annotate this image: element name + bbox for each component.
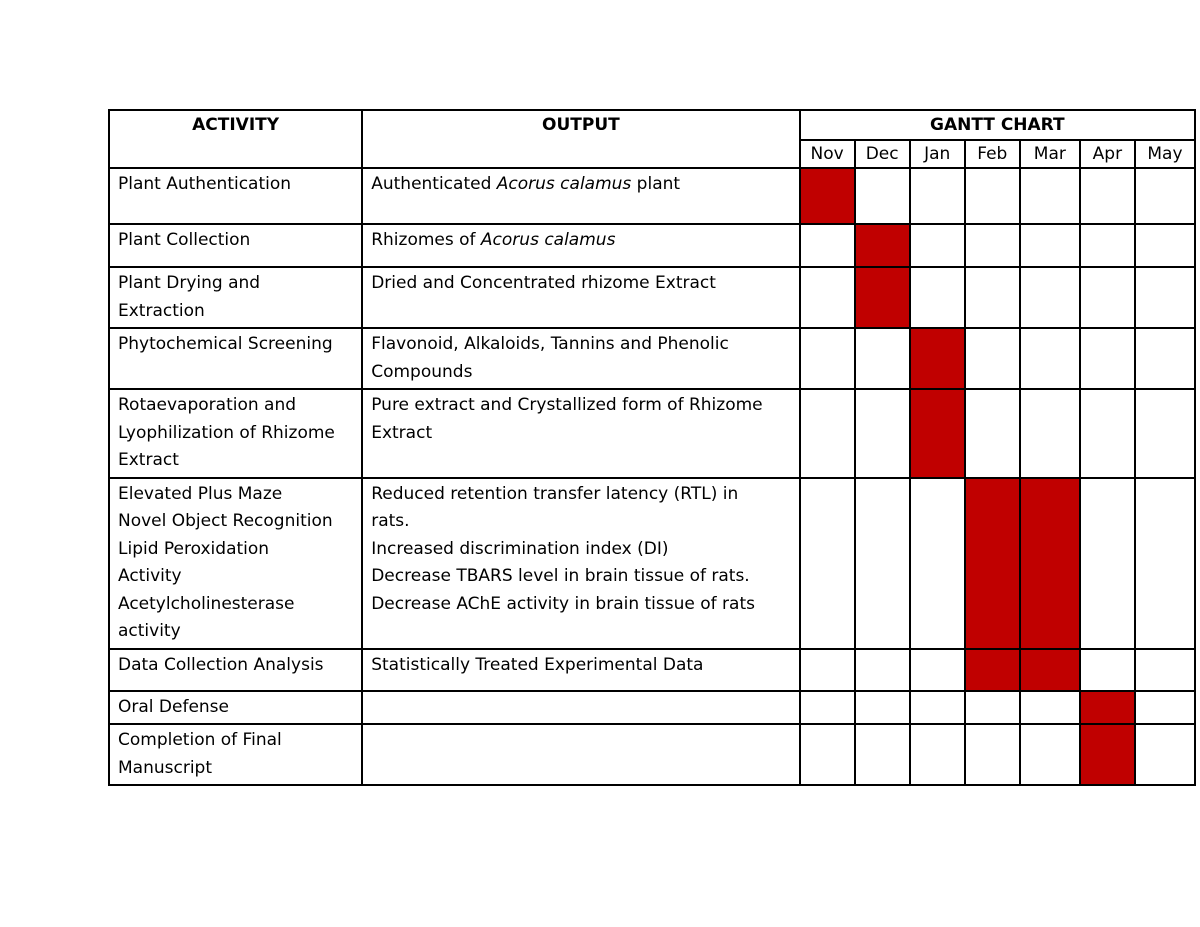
table-row bbox=[109, 168, 1195, 224]
gantt-cell-dec bbox=[855, 389, 910, 478]
output-cell bbox=[362, 724, 799, 785]
output-text-part: plant bbox=[631, 174, 681, 194]
output-text-part: Authenticated bbox=[371, 174, 497, 194]
gantt-bar-dec bbox=[855, 267, 910, 328]
gantt-cell-dec bbox=[855, 691, 910, 725]
output-text bbox=[371, 227, 790, 255]
species-name: Acorus calamus bbox=[496, 174, 632, 194]
activity-text: Manuscript bbox=[118, 757, 213, 778]
output-text bbox=[371, 331, 790, 359]
table-row bbox=[109, 649, 1195, 691]
output-text-part: Flavonoid, Alkaloids, Tannins and Phenolic bbox=[371, 334, 729, 354]
gantt-cell-dec bbox=[855, 168, 910, 224]
gantt-cell-jan bbox=[910, 267, 965, 328]
output-text-part: rats. bbox=[371, 511, 410, 531]
gantt-cell-dec bbox=[855, 478, 910, 649]
activity-cell bbox=[109, 328, 362, 389]
gantt-cell-jan bbox=[910, 724, 965, 785]
species-name: Acorus calamus bbox=[480, 230, 616, 250]
gantt-cell-may bbox=[1135, 478, 1195, 649]
gantt-cell-nov bbox=[800, 691, 855, 725]
output-cell bbox=[362, 649, 799, 691]
activity-text: Plant Drying and bbox=[118, 273, 261, 293]
output-text-part: Decrease TBARS level in brain tissue of rats. bbox=[371, 566, 750, 586]
gantt-cell-jan bbox=[910, 478, 965, 649]
activity-text: Data Collection Analysis bbox=[118, 654, 324, 675]
output-text-part: Reduced retention transfer latency (RTL) in bbox=[371, 483, 739, 504]
gantt-cell-mar bbox=[1020, 168, 1080, 224]
gantt-cell-jan bbox=[910, 224, 965, 267]
gantt-cell-mar bbox=[1020, 224, 1080, 267]
activity-text: Phytochemical Screening bbox=[118, 334, 333, 354]
gantt-bar-dec bbox=[855, 224, 910, 267]
gantt-cell-may bbox=[1135, 649, 1195, 691]
output-text-part: Compounds bbox=[371, 361, 473, 382]
gantt-cell-may bbox=[1135, 389, 1195, 478]
gantt-cell-may bbox=[1135, 224, 1195, 267]
gantt-cell-may bbox=[1135, 267, 1195, 328]
gantt-cell-may bbox=[1135, 691, 1195, 725]
gantt-cell-feb bbox=[965, 224, 1020, 267]
gantt-cell-apr bbox=[1080, 478, 1135, 649]
output-cell bbox=[362, 267, 799, 328]
month-dec: Dec bbox=[855, 140, 910, 168]
gantt-table bbox=[108, 109, 1196, 786]
output-cell bbox=[362, 389, 799, 478]
gantt-cell-may bbox=[1135, 328, 1195, 389]
gantt-cell-mar bbox=[1020, 328, 1080, 389]
activity-text: Elevated Plus Maze bbox=[118, 483, 283, 504]
month-jan: Jan bbox=[910, 140, 965, 168]
gantt-cell-nov bbox=[800, 224, 855, 267]
output-text-part: Statistically Treated Experimental Data bbox=[371, 654, 704, 675]
gantt-cell-feb bbox=[965, 724, 1020, 785]
gantt-cell-mar bbox=[1020, 389, 1080, 478]
activity-text: Extraction bbox=[118, 300, 205, 321]
month-mar: Mar bbox=[1020, 140, 1080, 168]
activity-rows bbox=[109, 168, 1195, 785]
activity-text: Lyophilization of Rhizome bbox=[118, 422, 335, 443]
activity-text: Extract bbox=[118, 450, 179, 470]
activity-text: Lipid Peroxidation bbox=[118, 538, 270, 559]
gantt-cell-apr bbox=[1080, 168, 1135, 224]
output-text bbox=[371, 359, 790, 387]
output-cell bbox=[362, 224, 799, 267]
output-header: OUTPUT bbox=[362, 110, 799, 168]
output-text-part: Pure extract and Crystallized form of Rhizome bbox=[371, 395, 763, 415]
output-text-part: Dried and Concentrated rhizome Extract bbox=[371, 273, 716, 293]
gantt-cell-nov bbox=[800, 724, 855, 785]
activity-text: Oral Defense bbox=[118, 696, 229, 717]
gantt-cell-mar bbox=[1020, 267, 1080, 328]
output-text bbox=[371, 270, 790, 298]
gantt-cell-nov bbox=[800, 389, 855, 478]
output-text bbox=[371, 392, 790, 420]
table-row bbox=[109, 691, 1195, 725]
output-cell bbox=[362, 328, 799, 389]
output-cell bbox=[362, 478, 799, 649]
output-cell bbox=[362, 691, 799, 725]
output-text-part: Decrease AChE activity in brain tissue of rats bbox=[371, 593, 755, 614]
gantt-cell-dec bbox=[855, 328, 910, 389]
output-text bbox=[371, 591, 790, 619]
output-text bbox=[371, 508, 790, 536]
gantt-cell-nov bbox=[800, 267, 855, 328]
table-row bbox=[109, 328, 1195, 389]
table-row bbox=[109, 389, 1195, 478]
gantt-chart-header: GANTT CHART bbox=[800, 110, 1195, 140]
table-row bbox=[109, 267, 1195, 328]
month-apr: Apr bbox=[1080, 140, 1135, 168]
activity-text: activity bbox=[118, 621, 181, 641]
output-text-part: Increased discrimination index (DI) bbox=[371, 538, 669, 559]
gantt-cell-feb bbox=[965, 389, 1020, 478]
gantt-bar-mar bbox=[1020, 649, 1080, 691]
activity-cell bbox=[109, 691, 362, 725]
gantt-cell-apr bbox=[1080, 389, 1135, 478]
activity-header: ACTIVITY bbox=[109, 110, 362, 168]
gantt-cell-may bbox=[1135, 724, 1195, 785]
gantt-cell-jan bbox=[910, 168, 965, 224]
gantt-cell-feb bbox=[965, 168, 1020, 224]
gantt-bar-nov bbox=[800, 168, 855, 224]
table-row bbox=[109, 224, 1195, 267]
gantt-cell-mar bbox=[1020, 691, 1080, 725]
gantt-cell-nov bbox=[800, 478, 855, 649]
gantt-bar-mar bbox=[1020, 478, 1080, 649]
activity-cell bbox=[109, 389, 362, 478]
month-feb: Feb bbox=[965, 140, 1020, 168]
output-text bbox=[371, 420, 790, 448]
gantt-cell-feb bbox=[965, 328, 1020, 389]
gantt-cell-apr bbox=[1080, 267, 1135, 328]
gantt-cell-feb bbox=[965, 267, 1020, 328]
gantt-bar-feb bbox=[965, 478, 1020, 649]
gantt-cell-dec bbox=[855, 724, 910, 785]
activity-text: Activity bbox=[118, 566, 182, 586]
output-text-part: Rhizomes of bbox=[371, 230, 481, 250]
activity-cell bbox=[109, 168, 362, 224]
gantt-cell-nov bbox=[800, 328, 855, 389]
activity-text: Plant Authentication bbox=[118, 174, 292, 194]
month-nov: Nov bbox=[800, 140, 855, 168]
gantt-cell-nov bbox=[800, 649, 855, 691]
gantt-bar-jan bbox=[910, 389, 965, 478]
gantt-bar-feb bbox=[965, 649, 1020, 691]
output-text bbox=[371, 563, 790, 591]
gantt-cell-apr bbox=[1080, 649, 1135, 691]
month-may: May bbox=[1135, 140, 1195, 168]
gantt-cell-dec bbox=[855, 649, 910, 691]
output-text bbox=[371, 171, 790, 199]
activity-text: Rotaevaporation and bbox=[118, 395, 297, 415]
output-text-part: Extract bbox=[371, 422, 433, 443]
output-text bbox=[371, 652, 790, 680]
gantt-cell-apr bbox=[1080, 328, 1135, 389]
activity-text: Plant Collection bbox=[118, 230, 251, 250]
gantt-cell-may bbox=[1135, 168, 1195, 224]
output-text bbox=[371, 481, 790, 509]
gantt-cell-jan bbox=[910, 691, 965, 725]
gantt-bar-apr bbox=[1080, 724, 1135, 785]
activity-cell bbox=[109, 478, 362, 649]
activity-text: Acetylcholinesterase bbox=[118, 593, 295, 614]
output-cell bbox=[362, 168, 799, 224]
output-text bbox=[371, 536, 790, 564]
gantt-bar-jan bbox=[910, 328, 965, 389]
gantt-cell-mar bbox=[1020, 724, 1080, 785]
activity-text: Completion of Final bbox=[118, 730, 282, 750]
activity-cell bbox=[109, 724, 362, 785]
gantt-cell-jan bbox=[910, 649, 965, 691]
activity-cell bbox=[109, 224, 362, 267]
gantt-cell-apr bbox=[1080, 224, 1135, 267]
gantt-cell-feb bbox=[965, 691, 1020, 725]
table-row bbox=[109, 478, 1195, 649]
table-row bbox=[109, 724, 1195, 785]
activity-text: Novel Object Recognition bbox=[118, 511, 333, 531]
activity-cell bbox=[109, 649, 362, 691]
activity-cell bbox=[109, 267, 362, 328]
gantt-bar-apr bbox=[1080, 691, 1135, 725]
